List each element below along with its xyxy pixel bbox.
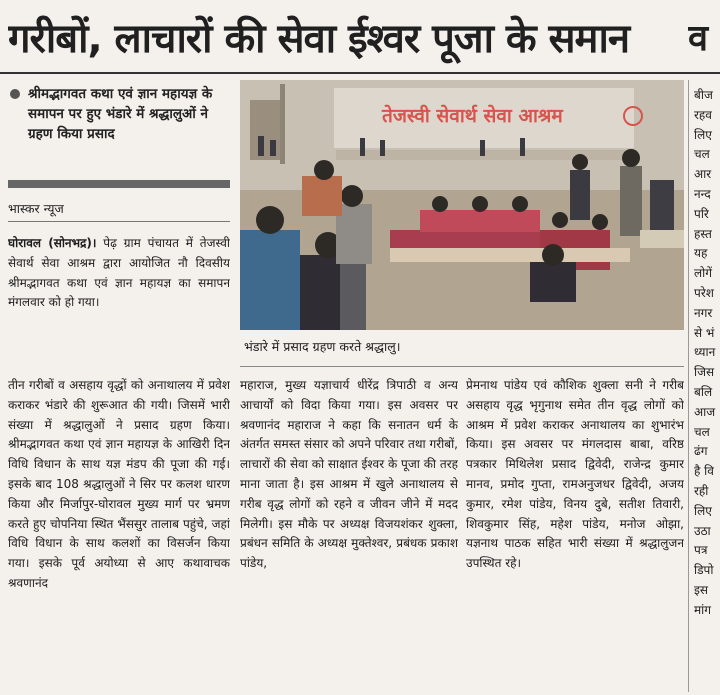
byline-rule <box>8 221 230 222</box>
adjacent-column-line: ध्यान <box>694 345 716 360</box>
bullet-icon <box>10 89 20 99</box>
article-column-1: तीन गरीबों व असहाय वृद्धों को अनाथालय में प्रवेश कराकर भंडारे की शुरूआत की गयी। जिसमें भारी संख्या में श्रद्धालुओं ने प्रसाद ग्रहण किया। श्रीमद्भागवत कथा एवं ज्ञान महायज्ञ के आखिरी दिन विधि विधान के साथ यज्ञ मंडप की पूजा की गई। इसके बाद 108 श्रद्धालुओं ने सिर पर कलश धारण किया और मिर्जापुर-घोरावल मुख्य मार्ग पर भ्रमण करते हुए चोपनिया स्थित भैंससुर तालाब पहुंचे, जहां विधि विधान के साथ कलशों का विसर्जन किया गया। इसके पूर्व अयोध्या से आए कथावाचक श्रवणानंद <box>8 378 230 590</box>
adjacent-column-line: नन्द <box>694 186 711 201</box>
photo-caption: भंडारे में प्रसाद ग्रहण करते श्रद्धालु। <box>244 339 401 354</box>
article-text-1a: पेढ़ ग्राम पंचायत में तेजस्वी सेवार्थ सेवा आश्रम द्वारा आयोजित नौ दिवसीय श्रीमद्भागवत कथा एवं ज्ञान महायज्ञ का समापन मंगलवार को हो गया। <box>8 236 230 310</box>
dateline: घोरावल (सोनभद्र)। <box>8 236 97 250</box>
byline: भास्कर न्यूज <box>8 201 64 216</box>
headline-rule <box>0 72 720 74</box>
adjacent-column-line: आज <box>694 404 716 419</box>
adjacent-column-line: डिपो <box>694 563 714 578</box>
adjacent-column-line: आर <box>694 167 712 182</box>
adjacent-column-line: इस <box>694 582 709 597</box>
article-column-1-top <box>8 234 230 374</box>
news-photo <box>240 80 684 330</box>
adjacent-headline-fragment: व <box>688 18 709 59</box>
deck-bar <box>8 180 230 188</box>
adjacent-column-line: यह <box>694 246 708 261</box>
adjacent-column-line: लिए <box>694 127 712 142</box>
adjacent-column-line: लोगें <box>694 266 713 281</box>
adjacent-column-line: जिस <box>694 365 715 380</box>
deck-box <box>8 84 230 144</box>
adjacent-column-line: हस्त <box>694 226 712 241</box>
adjacent-column-line: नगर <box>694 305 713 320</box>
adjacent-column-line: ढंग <box>694 444 708 459</box>
adjacent-column-line: रहव <box>694 107 712 122</box>
adjacent-column-line: बीज <box>694 88 713 102</box>
adjacent-column-line: लिए <box>694 503 712 518</box>
adjacent-column-line: उठा <box>694 523 711 538</box>
adjacent-article-column <box>694 86 720 692</box>
adjacent-column-line: परि <box>694 206 709 221</box>
adjacent-column-line: रही <box>694 483 709 498</box>
adjacent-column-line: चल <box>694 147 710 162</box>
article-column-3: प्रेमनाथ पांडेय एवं कौशिक शुक्ला सनी ने गरीब असहाय वृद्ध भृगुनाथ समेत तीन वृद्ध लोगों को आश्रम में प्रवेश कराकर अनाथालय का शुभारंभ किया। इस अवसर पर मंगलदास बाबा, वरिष्ठ पत्रकार मिथिलेश प्रसाद द्विवेदी, राजेन्द्र कुमार मानव, प्रमोद गुप्ता, रामअनुजधर द्विवेदी, अजय कुमार, रमेश पांडेय, विनय दुबे, सतीश तिवारी, शिवकुमार सिंह, महेश पांडेय, मनोज ओझा, यज्ञनाथ पाठक सहित भारी संख्या में श्रद्धालुजन उपस्थित रहे। <box>466 378 684 571</box>
adjacent-column-line: बलि <box>694 384 713 399</box>
adjacent-column-line: से भं <box>694 325 715 340</box>
caption-rule <box>240 366 684 367</box>
deck-text <box>8 84 230 144</box>
banner-text: तेजस्वी सेवार्थ सेवा आश्रम <box>382 105 563 127</box>
headline: गरीबों, लाचारों की सेवा ईश्वर पूजा के समान <box>8 16 630 62</box>
adjacent-column-line: मांग <box>694 602 712 617</box>
photo-illustration <box>240 80 684 330</box>
adjacent-column-line: पत्र <box>694 543 708 558</box>
adjacent-column-line: परेश <box>694 285 714 300</box>
column-separator <box>688 80 689 692</box>
adjacent-column-line: चल <box>694 424 710 439</box>
adjacent-column-line: है वि <box>694 464 714 479</box>
article-column-2: महाराज, मुख्य यज्ञाचार्य धीरेंद्र त्रिपाठी व अन्य आचार्यों को विदा किया गया। इस अवसर पर श्रवणानंद महाराज ने कहा कि सनातन धर्म के अंतर्गत समस्त संसार को अपने परिवार तथा गरीबों, लाचारों की सेवा को साक्षात ईश्वर के पूजा की तरह माना जाता है। इस आश्रम में खुले अनाथालय से गरीब वृद्ध लोगों को रहने व जीवन जीने में मदद मिलेगी। इस मौके पर अध्यक्ष विजयशंकर शुक्ला, प्रबंधन समिति के अध्यक्ष मुक्तेश्वर, प्रबंधक प्रकाश पांडेय, <box>240 378 458 571</box>
deck-label: श्रीमद्भागवत कथा एवं ज्ञान महायज्ञ के समापन पर हुए भंडारे में श्रद्धालुओं ने ग्रहण किया प्रसाद <box>28 86 213 142</box>
